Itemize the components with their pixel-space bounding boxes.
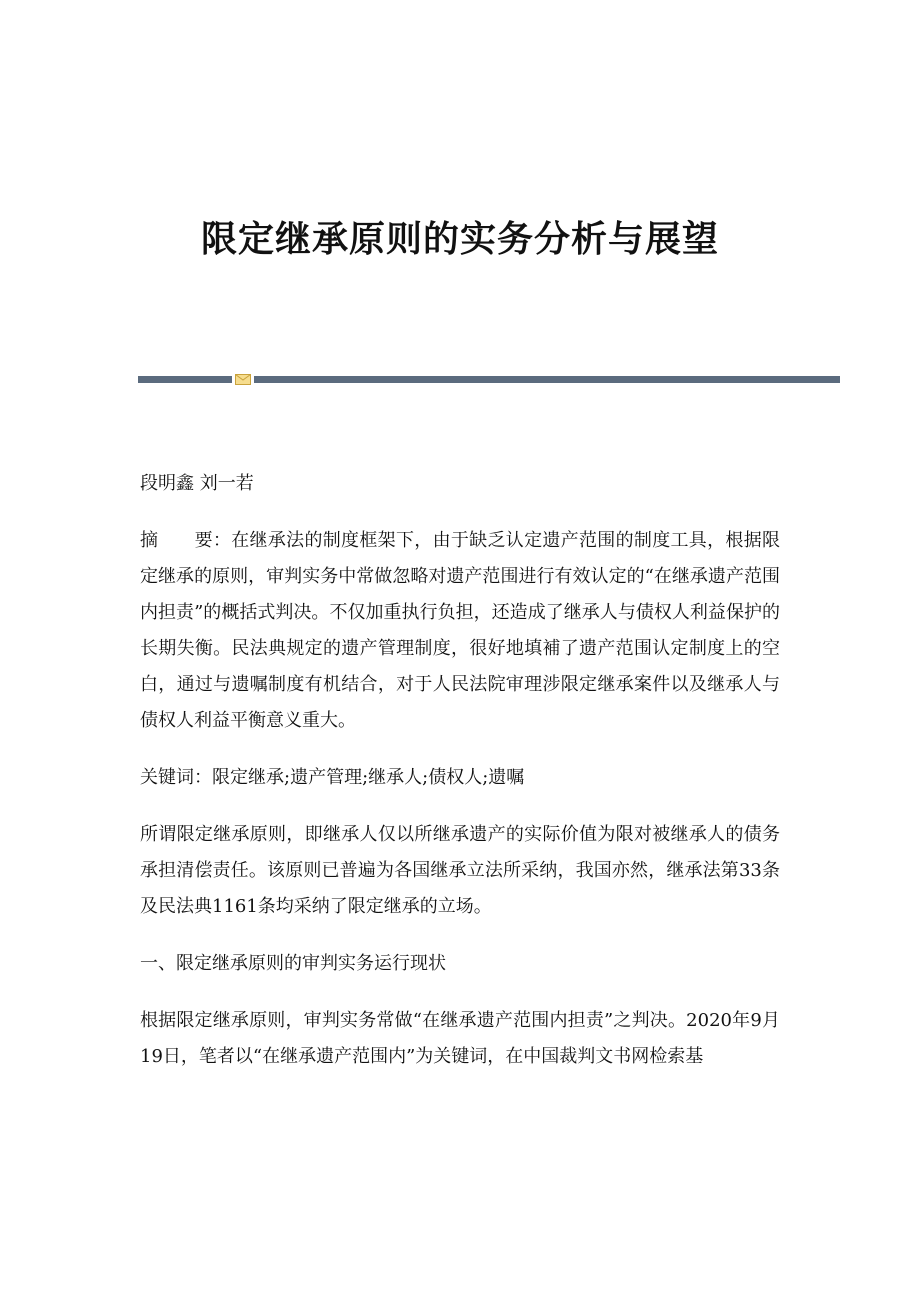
divider-bar-left (138, 376, 232, 383)
ornament-icon (235, 374, 251, 385)
document-body (140, 466, 780, 1075)
divider-bar-right (254, 376, 840, 383)
keywords: 关键词：限定继承;遗产管理;继承人;债权人;遗嘱 (140, 767, 525, 788)
abstract (140, 523, 780, 739)
abstract-label: 摘 要： (140, 530, 232, 551)
abstract-text: 在继承法的制度框架下，由于缺乏认定遗产范围的制度工具，根据限定继承的原则，审判实务中常做忽略对遗产范围进行有效认定的“在继承遗产范围内担责”的概括式判决。不仅加重执行负担，还造成了继承人与债权人利益保护的长期失衡。民法典规定的遗产管理制度，很好地填補了遗产范围认定制度上的空白，通过与遗嘱制度有机结合，对于人民法院审理涉限定继承案件以及继承人与债权人利益平衡意义重大。 (140, 530, 781, 731)
document-title: 限定继承原则的实务分析与展望 (200, 219, 719, 260)
title-divider (138, 374, 840, 386)
authors: 段明鑫 刘一若 (140, 473, 254, 494)
paragraph-practice: 根据限定继承原则，审判实务常做“在继承遗产范围内担责”之判决。2020年9月19日，笔者以“在继承遗产范围内”为关键词，在中国裁判文书网检索基 (140, 1010, 780, 1067)
paragraph-definition: 所谓限定继承原则，即继承人仅以所继承遗产的实际价值为限对被继承人的债务承担清偿责任。该原则已普遍为各国继承立法所采纳，我国亦然，继承法第33条及民法典1161条均采纳了限定继承的立场。 (140, 824, 780, 917)
section-heading: 一、限定继承原则的审判实务运行现状 (140, 953, 446, 974)
